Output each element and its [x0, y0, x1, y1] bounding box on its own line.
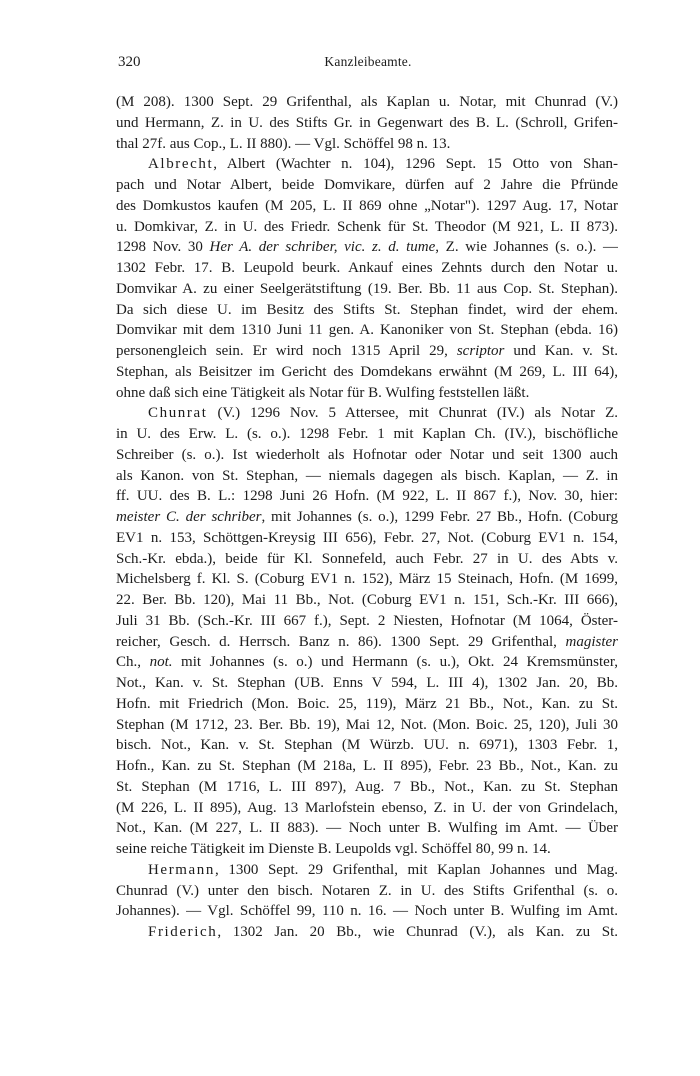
text-line: (M 208). 1300 Sept. 29 Grifenthal, als Kaplan u. Notar, mit Chunrad (V.) [116, 94, 618, 110]
entry-heading-line-hermann: Hermann, 1300 Sept. 29 Grifenthal, mit Kaplan Johannes und Mag. [148, 861, 618, 878]
text-line: meister C. der schriber, mit Johannes (s. o.), 1299 Febr. 27 Bb., Hofn. (Coburg [116, 509, 618, 525]
text-line: ff. UU. des B. L.: 1298 Juni 26 Hofn. (M 922, L. II 867 f.), Nov. 30, hier: [116, 488, 618, 505]
text-line: reicher, Gesch. d. Herrsch. Banz n. 86). 1300 Sept. 29 Grifenthal, magister [116, 633, 618, 650]
text-line: Da sich diese U. im Besitz des Stifts St. Stephan findet, wird der ehem. [116, 301, 618, 318]
text-line: Schreiber (s. o.). Ist wiederholt als Hofnotar oder Notar und seit 1300 auch [116, 446, 618, 463]
text-line: Not., Kan. v. St. Stephan (UB. Enns V 594, L. III 4), 1302 Jan. 20, Bb. [116, 675, 618, 691]
text-line: 1302 Febr. 17. B. Leupold beurk. Ankauf eines Zehnts durch den Notar u. [116, 260, 618, 276]
text-line: Ch., not. mit Johannes (s. o.) und Hermann (s. u.), Okt. 24 Kremsmünster, [116, 654, 618, 671]
text-line: Juli 31 Bb. (Sch.-Kr. III 667 f.), Sept. 2 Niesten, Hofnotar (M 1064, Öster- [116, 612, 618, 629]
text-line: St. Stephan (M 1716, L. III 897), Aug. 7 Bb., Not., Kan. zu St. Stephan [116, 778, 618, 795]
text-line: EV1 n. 153, Schöttgen-Kreysig III 656), Febr. 27, Not. (Coburg EV1 n. 154, [116, 529, 618, 546]
text-line: thal 27f. aus Cop., L. II 880). — Vgl. Schöffel 98 n. 13. [116, 135, 451, 152]
text-line: bisch. Not., Kan. v. St. Stephan (M Würzb. UU. n. 6971), 1303 Febr. 1, [116, 737, 618, 754]
text-line: (M 226, L. II 895), Aug. 13 Marlofstein ebenso, Z. in U. der von Grindelach, [116, 799, 618, 816]
text-line: u. Domkivar, Z. in U. des Friedr. Schenk für St. Theodor (M 921, L. II 873). [116, 218, 618, 235]
text-line: ohne daß sich eine Tätigkeit als Notar für B. Wulfing feststellen läßt. [116, 384, 530, 401]
entry-heading-line-chunrat: Chunrat (V.) 1296 Nov. 5 Attersee, mit Chunrat (IV.) als Notar Z. [148, 405, 618, 422]
body-text [116, 92, 618, 943]
text-line: Domvikar A. zu einer Seelgerätstiftung (19. Ber. Bb. 11 aus Cop. St. Stephan). [116, 280, 618, 297]
text-line: des Domkustos kaufen (M 205, L. II 869 ohne „Notar"). 1297 Aug. 17, Notar [116, 197, 618, 214]
text-line: 22. Ber. Bb. 120), Mai 11 Bb., Not. (Coburg EV1 n. 151, Sch.-Kr. III 666), [116, 592, 618, 608]
text-line: seine reiche Tätigkeit im Dienste B. Leupolds vgl. Schöffel 80, 99 n. 14. [116, 841, 551, 857]
page-header [118, 54, 618, 78]
text-line: Chunrad (V.) unter den bisch. Notaren Z. in U. des Stifts Grifenthal (s. o. [116, 882, 618, 899]
entry-heading-line-albrecht: Albrecht, Albert (Wachter n. 104), 1296 Sept. 15 Otto von Shan- [148, 156, 618, 173]
text-line: personengleich sein. Er wird noch 1315 April 29, scriptor und Kan. v. St. [116, 343, 618, 359]
entry-heading-line-friderich: Friderich, 1302 Jan. 20 Bb., wie Chunrad (V.), als Kan. zu St. [148, 924, 618, 940]
text-line: Stephan, als Beisitzer im Gericht des Domdekans erwähnt (M 269, L. III 64), [116, 363, 618, 380]
running-head: Kanzleibeamte. [324, 54, 412, 69]
text-line: pach und Notar Albert, beide Domvikare, dürfen auf 2 Jahre die Pfründe [116, 177, 618, 193]
text-line: und Hermann, Z. in U. des Stifts Gr. in Gegenwart des B. L. (Schroll, Grifen- [116, 114, 618, 131]
text-line: Hofn. mit Friedrich (Mon. Boic. 25, 119), März 21 Bb., Not., Kan. zu St. [116, 695, 618, 712]
text-line: Hofn., Kan. zu St. Stephan (M 218a, L. II 895), Febr. 23 Bb., Not., Kan. zu [116, 758, 618, 774]
text-line: in U. des Erw. L. (s. o.). 1298 Febr. 1 mit Kaplan Ch. (IV.), bischöfliche [116, 426, 618, 442]
text-line: als Kanon. von St. Stephan, — niemals dagegen als bisch. Kaplan, — Z. in [116, 467, 618, 484]
text-line: Not., Kan. (M 227, L. II 883). — Noch unter B. Wulfing im Amt. — Über [116, 820, 618, 837]
text-line: Stephan (M 1712, 23. Ber. Bb. 19), Mai 12, Not. (Mon. Boic. 25, 120), Juli 30 [116, 716, 618, 733]
text-line: 1298 Nov. 30 Her A. der schriber, vic. z. d. tume, Z. wie Johannes (s. o.). — [116, 239, 618, 256]
page-number: 320 [118, 54, 141, 70]
text-line: Michelsberg f. Kl. S. (Coburg EV1 n. 152), März 15 Steinach, Hofn. (M 1699, [116, 571, 618, 588]
text-line: Johannes). — Vgl. Schöffel 99, 110 n. 16. — Noch unter B. Wulfing im Amt. [116, 903, 618, 920]
text-line: Sch.-Kr. ebda.), beide für Kl. Sonnefeld, auch Febr. 27 in U. des Abts v. [116, 550, 618, 567]
text-line: Domvikar mit dem 1310 Juni 11 gen. A. Kanoniker von St. Stephan (ebda. 16) [116, 322, 618, 339]
